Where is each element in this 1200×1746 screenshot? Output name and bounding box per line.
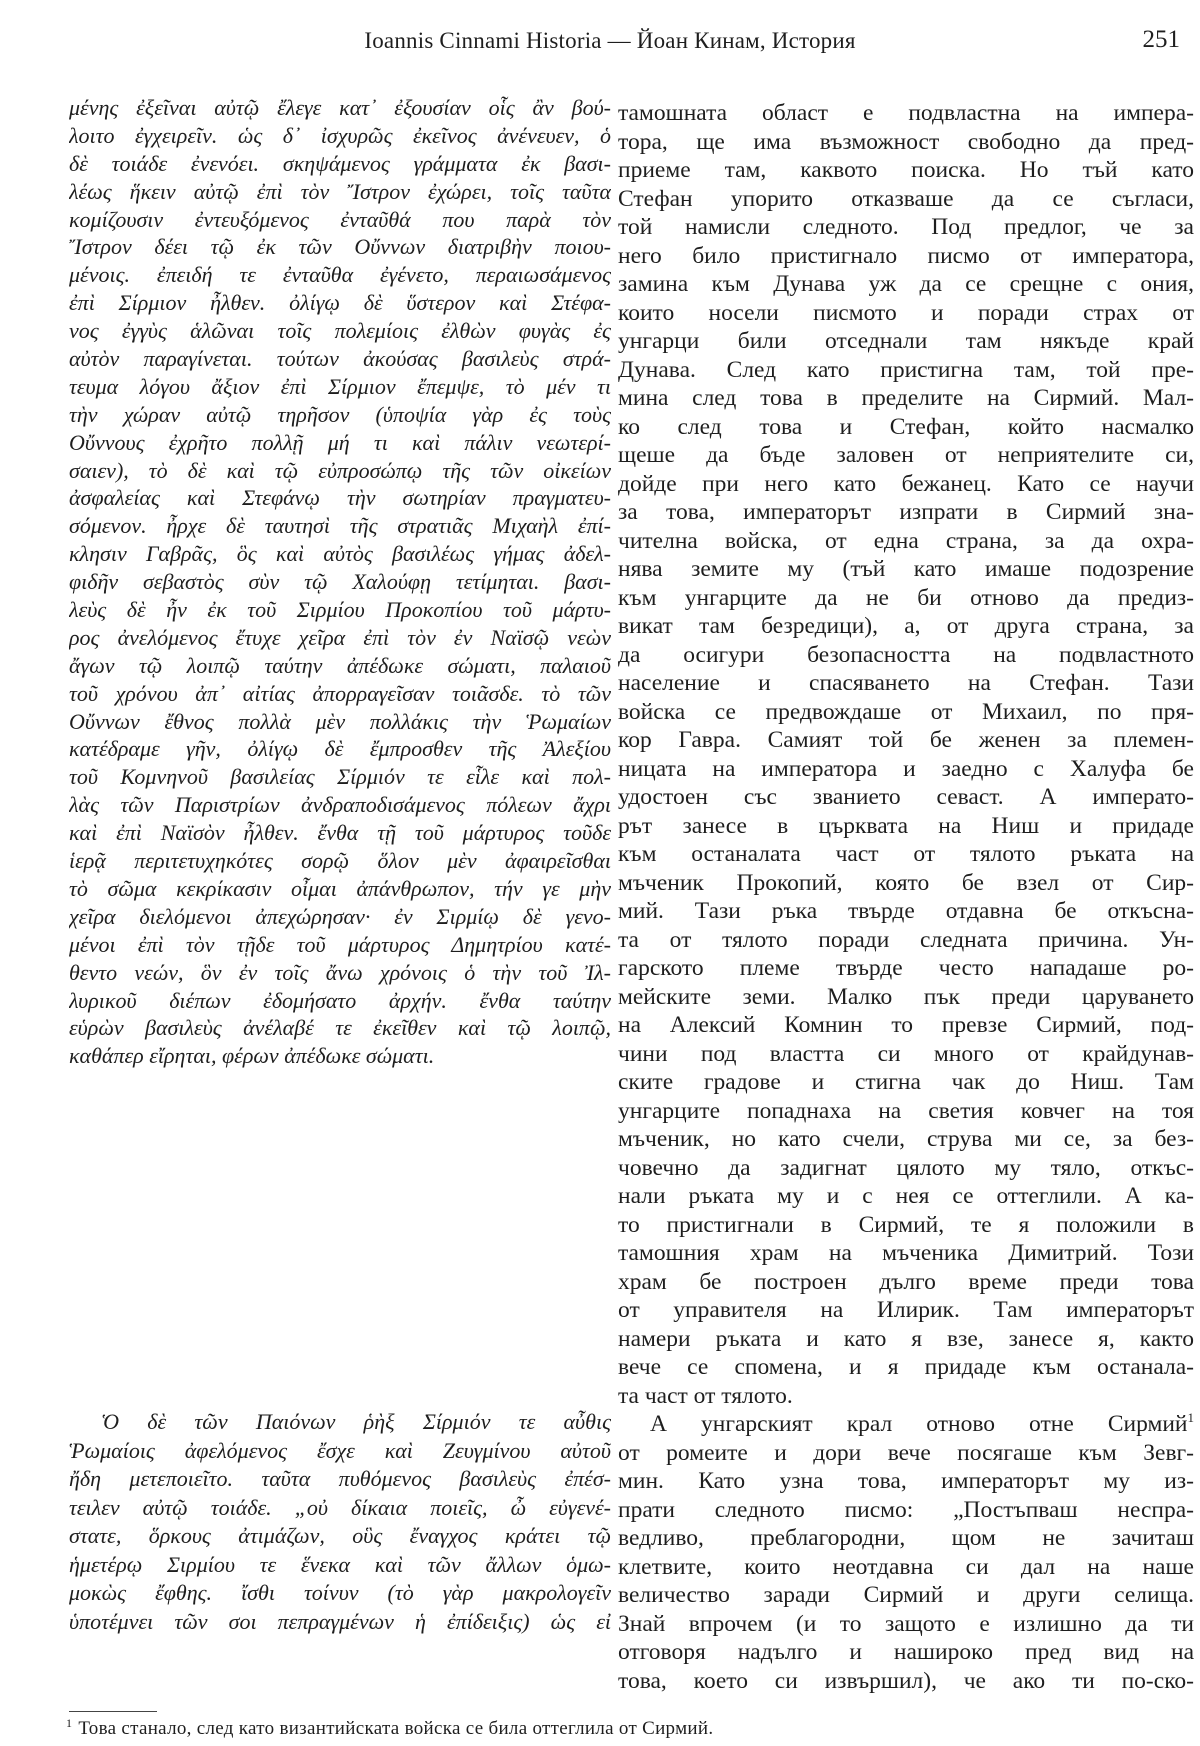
text-line-content: тора, ще има възможност свободно да пред- [618, 128, 1194, 155]
text-line-content: прати следното писмо: „Постъпваш неспра- [618, 1496, 1194, 1523]
text-line [618, 641, 1194, 670]
text-line [618, 270, 1194, 299]
text-line-content: чителна войска, от една страна, за да охра- [618, 527, 1194, 554]
text-line [618, 384, 1194, 413]
text-line [69, 1494, 611, 1523]
text-line-content: τοῦ χρόνου ἀπ᾽ αἰτίας ἀπορραγεῖσαν τοιᾶσδε. τὸ τῶν [69, 680, 611, 706]
text-line-content: λοιτο ἐγχειρεῖν. ὡς δ᾽ ἰσχυρῶς ἐκεῖνος ἀνένευεν, ὁ [69, 122, 611, 148]
text-line [69, 178, 611, 206]
text-line-content: τὸ σῶμα κεκρίκασιν οἶμαι ἀπάνθρωπον, τήν γε μὴν [69, 875, 611, 901]
text-line-content: удостоен със званието севаст. А императо- [618, 784, 1194, 810]
text-line-content: нява земите му (тъй като имаше подозрение [618, 556, 1194, 582]
text-line [618, 498, 1194, 527]
text-line [618, 897, 1194, 926]
text-line [618, 527, 1194, 556]
text-line [618, 726, 1194, 755]
text-line-content: καὶ ἐπὶ Ναϊσὸν ἦλθεν. ἔνθα τῇ τοῦ μάρτυρος τοῦδε [69, 820, 611, 846]
text-line [618, 470, 1194, 499]
text-line-content: замина към Дунава уж да се срещне с ония, [618, 271, 1194, 297]
text-line [618, 1353, 1194, 1382]
text-line-content: мий. Тази ръка твърде отдавна бе откъсна- [618, 898, 1194, 924]
text-line [618, 1667, 1194, 1696]
text-line [618, 1239, 1194, 1268]
text-line-content: мъченик, но като счели, струва ми се, за без- [618, 1126, 1194, 1152]
text-line [618, 1439, 1194, 1468]
text-line-content: от ромеите и дори вече посягаше към Зевг- [618, 1439, 1194, 1466]
text-line-content: намери ръката и като я взе, занесе я, както [618, 1325, 1194, 1352]
text-line [618, 299, 1194, 328]
text-line [69, 847, 611, 875]
text-line-content: към унгарците да не би отново да предиз- [618, 584, 1194, 611]
footnote-reference: 1 [1187, 1410, 1194, 1425]
text-line [69, 959, 611, 987]
text-line-content: щеше да бъде заловен от неприятелите си, [618, 442, 1194, 468]
greek-text-column-bottom [69, 1408, 611, 1636]
text-line-content: σαιεν), τὸ δὲ καὶ τῷ εὐπροσώπῳ τῆς τῶν οἰκείων [69, 457, 611, 483]
text-line-content: него било пристигнало писмо от императора, [618, 242, 1194, 269]
text-line-content: рът занесе в църквата на Ниш и придаде [618, 812, 1194, 839]
text-line-content: ἀσφαλείας καὶ Στεφάνῳ τὴν σωτηρίαν πραγματευ- [69, 485, 611, 511]
text-line [618, 555, 1194, 584]
text-line-content: Ἴστρον δέει τῷ ἐκ τῶν Οὔννων διατριβὴν ποιου- [69, 234, 611, 260]
text-line-content: λέως ἥκειν αὐτῷ ἐπὶ τὸν Ἴστρον ἐχώρει, τοῖς ταῦτα [69, 178, 611, 204]
text-line-content: στατε, ὅρκους ἀτιμάζων, οὓς ἔναγχος κράτει τῷ [69, 1523, 611, 1548]
footnote [66, 1718, 713, 1740]
text-line [618, 1610, 1194, 1639]
text-line-content: κομίζουσιν ἐντευξόμενος ἐνταῦθά που παρὰ τὸν [69, 206, 611, 232]
text-line [69, 1042, 611, 1070]
text-line-content: Ὁ δὲ τῶν Παιόνων ῥὴξ Σίρμιόν τε αὖθις [101, 1409, 611, 1434]
text-line [618, 1296, 1194, 1325]
text-line-content: отговоря надълго и нашироко пред вид на [618, 1639, 1194, 1665]
text-line-content: ρος ἀνελόμενος ἔτυχε χεῖρα ἐπὶ τὸν ἐν Ναϊσῷ νεὼν [69, 624, 611, 650]
text-line [69, 596, 611, 624]
text-line-content: εὑρὼν βασιλεὺς ἀνέλαβέ τε ἐκεῖθεν καὶ τῷ λοιπῷ, [69, 1015, 611, 1041]
text-line-content: δὲ τοιάδε ἐνενόει. σκηψάμενος γράμματα ἐκ βασι- [69, 150, 611, 176]
text-line [618, 1581, 1194, 1610]
text-line-content: на Алексий Комнин то превзе Сирмий, под- [618, 1012, 1194, 1038]
text-line [618, 156, 1194, 185]
text-line [618, 1211, 1194, 1240]
text-line-content: дойде при него като бежанец. Като се научи [618, 470, 1194, 497]
text-line-content: мъченик Прокопий, която бе взел от Сир- [618, 869, 1194, 896]
text-line [69, 401, 611, 429]
text-line [618, 242, 1194, 271]
text-line-content: да осигури безопасността на подвластното [618, 641, 1194, 668]
text-line-content: войска се предвождаше от Михаил, по пря- [618, 698, 1194, 725]
text-line-content: чини под властта си много от крайдунав- [618, 1040, 1194, 1067]
text-line-content: храм бе построен дълго време преди това [618, 1268, 1194, 1295]
text-line-content: ведливо, преблагородни, щом не зачиташ [618, 1525, 1194, 1551]
text-line [618, 1410, 1194, 1439]
text-line [69, 94, 611, 122]
text-line-content: клетвите, които неотдавна си дал на наше [618, 1553, 1194, 1580]
text-line-content: Ῥωμαίοις ἀφελόμενος ἔσχε καὶ Ζευγμίνου αὐτοῦ [69, 1437, 611, 1463]
text-line [618, 99, 1194, 128]
text-line-content: ницата на императора и заедно с Халуфа бе [618, 755, 1194, 782]
text-line-content: за това, императорът изпрати в Сирмий зна- [618, 499, 1194, 525]
text-line-content: та от тялото поради следната причина. Ун- [618, 926, 1194, 953]
text-line [69, 429, 611, 457]
text-line [618, 1011, 1194, 1040]
text-line [69, 512, 611, 540]
text-line [69, 1522, 611, 1551]
text-line-content: към останалата част от тялото ръката на [618, 841, 1194, 867]
text-line-content: λυρικοῦ διέπων ἐδομήσατο ἀρχήν. ἔνθα ταύτην [69, 987, 611, 1013]
text-line [69, 624, 611, 652]
text-line-content: кор Гавра. Самият той бе женен за племен- [618, 727, 1194, 753]
text-line-content: μένοι ἐπὶ τὸν τῇδε τοῦ μάρτυρος Δημητρίου κατέ- [69, 931, 611, 957]
text-line [618, 441, 1194, 470]
footnote-text: Това станало, след като византийската войска се била оттеглила от Сирмий. [78, 1718, 714, 1739]
text-line-content: τοῦ Κομνηνοῦ βασιλείας Σίρμιόν τε εἷλε καὶ πολ- [69, 764, 611, 790]
text-line [69, 261, 611, 289]
text-line-content: които носели писмото и поради страх от [618, 299, 1194, 326]
text-line [618, 1467, 1194, 1496]
text-line-content: унгарците попаднаха на светия ковчег на тоя [618, 1097, 1194, 1124]
text-line [69, 652, 611, 680]
text-line-content: от управителя на Илирик. Там императорът [618, 1297, 1194, 1323]
text-line-content: τὴν χώραν αὐτῷ τηρῆσον (ὑποψία γὰρ ἐς τοὺς [69, 401, 611, 427]
text-line [69, 735, 611, 763]
text-line-content: σόμενον. ἦρχε δὲ ταυτησὶ τῆς στρατιᾶς Μιχαὴλ ἐπί- [69, 513, 611, 539]
bulgarian-translation-column [618, 99, 1194, 1695]
text-line [618, 1382, 1194, 1411]
text-line-content: унгарци били отседнали там някъде край [618, 328, 1194, 354]
text-line [69, 484, 611, 512]
text-line-content: Οὔννους ἐχρῆτο πολλῇ μή τι καὶ πάλιν νεωτερί- [69, 429, 611, 455]
text-line [618, 812, 1194, 841]
text-line-content: Стефан упорито отказваше да се съгласи, [618, 185, 1194, 212]
text-line [69, 122, 611, 150]
text-line-content: приеме там, каквото поиска. Но тъй като [618, 157, 1194, 183]
text-line [69, 150, 611, 178]
text-line [69, 233, 611, 261]
text-line-content: той намисли следното. Под предлог, че за [618, 214, 1194, 240]
text-line [618, 1040, 1194, 1069]
text-line [618, 669, 1194, 698]
text-line-content: А унгарският крал отново отне Сирмий [650, 1411, 1188, 1437]
text-line-content: гарското племе твърде често нападаше ро- [618, 955, 1194, 981]
text-line [618, 612, 1194, 641]
text-line [69, 1437, 611, 1466]
greek-text-column [69, 94, 611, 1070]
running-head [0, 24, 1200, 58]
text-line [69, 763, 611, 791]
text-line-content: ὑποτέμνει τῶν σοι πεπραγμένων ἡ ἐπίδειξις) ὡς εἰ [69, 1608, 611, 1634]
text-line-content: ἄγων τῷ λοιπῷ ταύτην ἀπέδωκε σώματι, παλαιοῦ [69, 652, 611, 678]
text-line [69, 1608, 611, 1637]
text-line [69, 568, 611, 596]
text-line-content: мина след това в пределите на Сирмий. Мал- [618, 385, 1194, 411]
text-line-content: χεῖρα διελόμενοι ἀπεχώρησαν· ἐν Σιρμίῳ δὲ γενο- [69, 903, 611, 929]
text-line-content: Знай впрочем (и то защото е излишно да ти [618, 1610, 1194, 1637]
running-title: Ioannis Cinnami Historia — Йоан Кинам, История [364, 28, 856, 53]
text-line [618, 413, 1194, 442]
text-line-content: човечно да задигнат цялото му тяло, откъс- [618, 1154, 1194, 1181]
text-line [618, 1154, 1194, 1183]
text-line [618, 1268, 1194, 1297]
text-line-content: καθάπερ εἴρηται, φέρων ἀπέδωκε σώματι. [69, 1043, 435, 1069]
text-line [69, 289, 611, 317]
text-line-content: ἐπὶ Σίρμιον ἦλθεν. ὀλίγῳ δὲ ὕστερον καὶ Στέφα- [69, 290, 611, 316]
text-line [618, 840, 1194, 869]
text-line [69, 819, 611, 847]
text-line [618, 1182, 1194, 1211]
text-line [69, 708, 611, 736]
text-line [69, 791, 611, 819]
text-line-content: λὰς τῶν Παριστρίων ἀνδραποδισάμενος πόλεων ἄχρι [69, 792, 611, 818]
text-line [69, 457, 611, 485]
text-line [618, 698, 1194, 727]
text-line [618, 584, 1194, 613]
text-line [618, 954, 1194, 983]
text-line [618, 783, 1194, 812]
text-line-content: νος ἐγγὺς ἁλῶναι τοῖς πολεμίοις ἐλθὼν φυγὰς ἐς [69, 318, 611, 344]
text-line [618, 1524, 1194, 1553]
text-line [69, 931, 611, 959]
text-line [618, 755, 1194, 784]
text-line-content: ἱερᾷ περιτετυχηκότες σορῷ ὅλον μὲν ἀφαιρεῖσθαι [69, 848, 611, 874]
text-line [618, 1125, 1194, 1154]
text-line [69, 540, 611, 568]
text-line-content: та част от тялото. [618, 1382, 793, 1409]
text-line-content: ἡμετέρῳ Σιρμίου τε ἕνεκα καὶ τῶν ἄλλων ὁμω- [69, 1551, 611, 1577]
text-line-content: μένοις. ἐπειδή τε ἐνταῦθα ἐγένετο, περαιωσάμενος [69, 262, 611, 288]
text-line-content: това, което си извършил), че ако ти по-ско- [618, 1667, 1194, 1694]
text-line [69, 345, 611, 373]
text-line [618, 128, 1194, 157]
text-line-content: викат там безредици), а, от друга страна, за [618, 613, 1194, 639]
footnote-marker: 1 [66, 1716, 73, 1730]
text-line [618, 983, 1194, 1012]
text-line [69, 1579, 611, 1608]
text-line [69, 875, 611, 903]
text-line [618, 213, 1194, 242]
text-line [69, 1408, 611, 1437]
page-number: 251 [1142, 26, 1180, 53]
text-line-content: φιδῆν σεβαστὸς σὺν τῷ Χαλούφῃ τετίμηται. βασι- [69, 569, 611, 595]
text-line [618, 327, 1194, 356]
text-line [618, 926, 1194, 955]
text-line-content: мин. Като узна това, императорът му из- [618, 1468, 1194, 1494]
text-line [618, 185, 1194, 214]
text-line-content: Οὔννων ἔθνος πολλὰ μὲν πολλάκις τὴν Ῥωμαίων [69, 708, 611, 734]
text-line-content: вече се спомена, и я придаде към останала- [618, 1354, 1194, 1380]
text-line-content: θεντο νεών, ὃν ἐν τοῖς ἄνω χρόνοις ὁ τὴν τοῦ Ἰλ- [69, 959, 611, 985]
text-line-content: ко след това и Стефан, който насмалко [618, 413, 1194, 440]
text-line-content: мейските земи. Малко пък преди царуването [618, 983, 1194, 1010]
text-line-content: ските градове и стигна чак до Ниш. Там [618, 1069, 1194, 1095]
text-line-content: нали ръката му и с нея се оттеглили. А ка- [618, 1183, 1194, 1209]
text-line-content: κατέδραμε γῆν, ὀλίγῳ δὲ ἔμπροσθεν τῆς Ἀλεξίου [69, 736, 611, 762]
text-line-content: μένης ἐξεῖναι αὐτῷ ἔλεγε κατ᾽ ἐξουσίαν οἷς ἂν βού- [69, 95, 611, 120]
text-line [618, 1638, 1194, 1667]
text-line [618, 356, 1194, 385]
text-line [618, 1553, 1194, 1582]
text-line-content: величество заради Сирмий и други селища. [618, 1582, 1194, 1608]
text-line-content: тамошния храм на мъченика Димитрий. Този [618, 1240, 1194, 1266]
footnote-divider [69, 1711, 157, 1712]
text-line [69, 1014, 611, 1042]
text-line [69, 903, 611, 931]
text-line [69, 1551, 611, 1580]
text-line [618, 1325, 1194, 1354]
text-line-content: τειλεν αὐτῷ τοιάδε. „οὐ δίκαια ποιεῖς, ὦ εὐγενέ- [69, 1494, 611, 1520]
text-line [618, 869, 1194, 898]
text-line [618, 1068, 1194, 1097]
text-line [69, 373, 611, 401]
text-line-content: τευμα λόγου ἄξιον ἐπὶ Σίρμιον ἔπεμψε, τὸ μέν τι [69, 373, 611, 399]
text-line-content: ἤδη μετεποιεῖτο. ταῦτα πυθόμενος βασιλεὺς ἐπέσ- [69, 1466, 611, 1491]
text-line-content: αὐτὸν παραγίνεται. τούτων ἀκούσας βασιλεὺς στρά- [69, 346, 611, 372]
text-line [69, 987, 611, 1015]
text-line-content: Дунава. След като пристигна там, той пре- [618, 356, 1194, 383]
text-line [69, 317, 611, 345]
text-line-content: население и спасяването на Стефан. Тази [618, 670, 1194, 696]
text-line [618, 1496, 1194, 1525]
text-line-content: λεὺς δὲ ἦν ἐκ τοῦ Σιρμίου Προκοπίου τοῦ μάρτυ- [69, 597, 611, 623]
text-line-content: μοκὼς ἔφθης. ἴσθι τοίνυν (τὸ γὰρ μακρολογεῖν [69, 1580, 611, 1605]
text-line-content: то пристигнали в Сирмий, те я положили в [618, 1211, 1194, 1238]
text-line [69, 206, 611, 234]
text-line [69, 680, 611, 708]
text-line-content: тамошната област е подвластна на импера- [618, 100, 1194, 126]
text-line-content: κλησιν Γαβρᾶς, ὃς καὶ αὐτὸς βασιλέως γήμας ἀδελ- [69, 541, 611, 567]
text-line [618, 1097, 1194, 1126]
text-line [69, 1465, 611, 1494]
